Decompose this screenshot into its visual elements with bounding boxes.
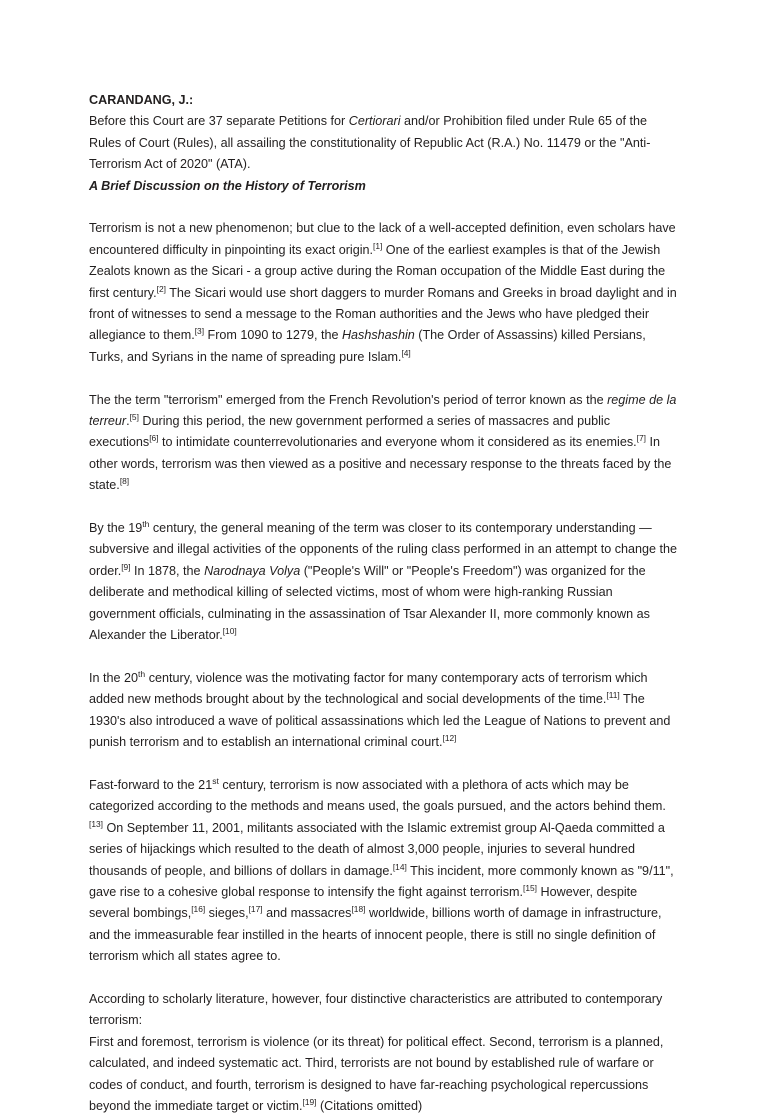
- text-run: In 1878, the: [130, 563, 205, 578]
- footnote-marker[interactable]: [11]: [606, 690, 620, 701]
- text-run: On September 11, 2001, militants associated with the Islamic extremist group Al-Qaeda committed a series of hijackings which resulted to the death of almost 3,000 people, injuries to several hundred thousands of people, and billions of dollars in damage.: [89, 820, 665, 878]
- text-run: However, despite several bombings,: [89, 884, 638, 921]
- footnote-marker[interactable]: [9]: [121, 561, 131, 572]
- text-run: According to scholarly literature, however, four distinctive characteristics are attributed to contemporary terrorism:: [89, 991, 663, 1028]
- text-run: century, terrorism is now associated with a plethora of acts which may be categorized according to the methods and means used, the goals pursued, and the actors behind them.: [89, 777, 666, 814]
- text-run: In other words, terrorism was then viewed as a positive and necessary response to the threats faced by the state.: [89, 435, 672, 493]
- text-run: century, violence was the motivating factor for many contemporary acts of terrorism which added new methods brought about by the technological and social developments of the time.: [89, 670, 648, 707]
- text-run: By the 19: [89, 521, 143, 536]
- footnote-marker[interactable]: [13]: [89, 818, 103, 829]
- text-run: This incident, more commonly known as "9/11", gave rise to a cohesive global response to intensify the fight against terrorism.: [89, 863, 674, 899]
- text-run: The Sicari would use short daggers to murder Romans and Greeks in broad daylight and in front of witnesses to send a message to the Roman authorities and the Jews who have pledged their allegiance to them.: [89, 285, 677, 343]
- paragraph-spacer: [89, 197, 679, 218]
- footnote-marker[interactable]: [3]: [194, 326, 205, 337]
- text-run: .: [126, 414, 130, 429]
- footnote-marker[interactable]: [7]: [636, 433, 646, 444]
- lead-italic-certiorari: Certiorari: [348, 114, 401, 129]
- section-subheading: A Brief Discussion on the History of Terrorism: [89, 178, 366, 193]
- footnote-marker[interactable]: [15]: [523, 882, 538, 893]
- par-origins: [89, 218, 679, 368]
- paragraph-spacer: [89, 968, 679, 989]
- footnote-marker[interactable]: [2]: [156, 283, 166, 294]
- lead-paragraph: [89, 111, 679, 175]
- footnote-marker[interactable]: [19]: [302, 1096, 317, 1107]
- document-content: [89, 90, 679, 1117]
- italic-term: regime de la terreur: [89, 392, 677, 429]
- footnote-marker[interactable]: [10]: [222, 625, 237, 636]
- paragraph-list: [89, 197, 679, 1117]
- italic-term: Hashshashin: [341, 328, 415, 343]
- footnote-marker[interactable]: [5]: [129, 411, 139, 422]
- par-french-revolution: [89, 390, 679, 497]
- text-run: In the 20: [89, 670, 139, 685]
- paragraph-spacer: [89, 368, 679, 389]
- text-run: worldwide, billions worth of damage in infrastructure, and the immeasurable fear instilled in the hearts of innocent people, there is still no single definition of terrorism which all states agree to.: [89, 906, 662, 964]
- text-run: century, the general meaning of the term was closer to its contemporary understanding — subversive and illegal activities of the opponents of the ruling class performed in an attempt to change the order.: [89, 521, 678, 578]
- paragraph-spacer: [89, 497, 679, 518]
- ordinal-suffix: th: [142, 518, 150, 529]
- footnote-marker[interactable]: [14]: [392, 861, 407, 872]
- text-run: First and foremost, terrorism is violence (or its threat) for political effect. Second, terrorism is a planned, calculated, and indeed systematic act. Third, terrorists are not bound by established rule of warfare or codes of conduct, and fourth, terrorism is designed to have far-reaching psychological repercussions beyond the immediate target or victim.: [89, 1034, 664, 1113]
- footnote-marker[interactable]: [12]: [442, 732, 457, 743]
- footnote-marker[interactable]: [6]: [149, 433, 159, 444]
- text-run: Terrorism is not a new phenomenon; but clue to the lack of a well-accepted definition, even scholars have encountered difficulty in pinpointing its exact origin.: [89, 221, 676, 257]
- opinion-byline: CARANDANG, J.:: [89, 93, 194, 107]
- paragraph-spacer: [89, 647, 679, 668]
- footnote-marker[interactable]: [18]: [351, 904, 366, 915]
- paragraph-spacer: [89, 754, 679, 775]
- footnote-marker[interactable]: [8]: [119, 476, 130, 487]
- text-run: sieges,: [205, 906, 249, 921]
- text-run: and massacres: [262, 906, 352, 921]
- ordinal-suffix: th: [138, 668, 146, 679]
- par-19th-century: [89, 518, 679, 646]
- text-run: From 1090 to 1279, the: [204, 328, 342, 343]
- footnote-marker[interactable]: [17]: [248, 904, 263, 915]
- italic-term: Narodnaya Volya: [204, 563, 301, 578]
- par-21st-century: [89, 775, 679, 968]
- par-20th-century: [89, 668, 679, 754]
- text-run: (Citations omitted): [316, 1099, 423, 1113]
- text-run: ("People's Will" or "People's Freedom") was organized for the deliberate and methodical killing of selected victims, most of whom were high-ranking Russian government officials, culminating in the assassination of Tsar Alexander II, more commonly known as Alexander the Liberator.: [89, 563, 650, 643]
- footnote-marker[interactable]: [16]: [191, 904, 206, 915]
- par-characteristics: [89, 989, 679, 1117]
- text-run: Fast-forward to the 21: [89, 777, 213, 792]
- ordinal-suffix: st: [212, 775, 219, 786]
- text-run: (The Order of Assassins) killed Persians, Turks, and Syrians in the name of spreading pure Islam.: [89, 328, 646, 364]
- lead-part-1: Before this Court are 37 separate Petitions for: [89, 114, 349, 129]
- footnote-marker[interactable]: [1]: [373, 240, 383, 251]
- text-run: to intimidate counterrevolutionaries and everyone whom it considered as its enemies.: [158, 435, 637, 450]
- text-run: The 1930's also introduced a wave of political assassinations which led the League of Nations to prevent and punish terrorism and to establish an international criminal court.: [89, 692, 671, 750]
- footnote-marker[interactable]: [4]: [401, 347, 411, 358]
- lead-part-2: and/or Prohibition filed under Rule 65 of the Rules of Court (Rules), all assailing the constitutionality of Republic Act (R.A.) No. 11479 or the "Anti-Terrorism Act of 2020" (ATA).: [89, 114, 651, 172]
- text-run: One of the earliest examples is that of the Jewish Zealots known as the Sicari - a group active during the Roman occupation of the Middle East during the first century.: [89, 242, 666, 300]
- text-run: The the term "terrorism" emerged from the French Revolution's period of terror known as the: [89, 392, 608, 407]
- text-run: During this period, the new government performed a series of massacres and public executions: [89, 414, 611, 450]
